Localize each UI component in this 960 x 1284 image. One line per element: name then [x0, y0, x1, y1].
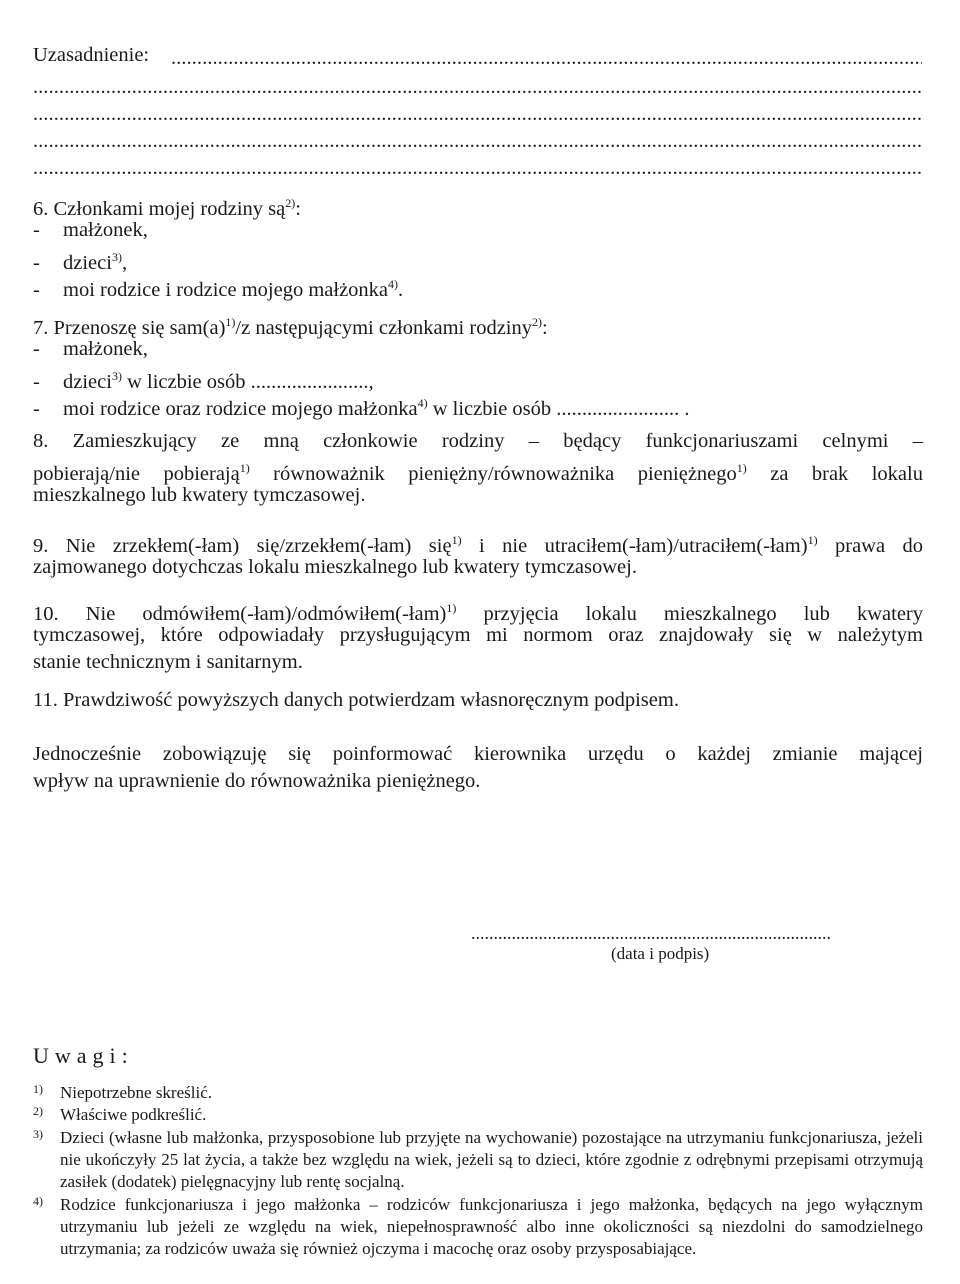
note-2-text: Właściwe podkreślić. — [60, 1105, 207, 1124]
p7-item-1-dash: - — [33, 338, 40, 360]
p7-item-2-text: dzieci — [63, 371, 112, 393]
uzasadnienie-dots[interactable] — [171, 48, 922, 68]
p7-footnote-2: 2) — [532, 315, 542, 329]
p10-footnote-1: 1) — [446, 601, 457, 615]
p6-item-3-footnote: 4) — [388, 277, 399, 291]
p7-title-end: : — [542, 317, 548, 339]
p9-line-1-part-2: i nie utraciłem(-łam)/utraciłem(-łam) — [461, 535, 808, 557]
p7-title-part-1: 7. Przenoszę się sam(a) — [33, 317, 226, 339]
p7-title-part-2: /z następującymi członkami rodziny — [235, 317, 532, 339]
p6-item-2-dash: - — [33, 252, 40, 274]
p7-item-2-footnote: 3) — [111, 369, 122, 383]
p6-item-1 — [33, 218, 148, 242]
p9-line-1-part-3: prawa do — [817, 535, 923, 557]
p7-item-3 — [33, 391, 690, 421]
p6-item-2-footnote: 3) — [111, 250, 122, 264]
p6-title-end: : — [295, 198, 301, 220]
p6-item-3-end: . — [398, 279, 404, 301]
p10-line-3: stanie technicznym i sanitarnym. — [33, 651, 303, 673]
p8-line-2-part-1: pobierają/nie pobierają — [33, 463, 240, 485]
uzasadnienie-dots-line-5[interactable] — [33, 158, 922, 178]
p7-item-3-count-field[interactable]: w liczbie osób ........................ . — [427, 398, 690, 420]
note-1-mark: 1) — [33, 1082, 43, 1096]
p6-title — [33, 191, 301, 221]
p6-item-3-text: moi rodzice i rodzice mojego małżonka — [63, 279, 389, 301]
note-3-text: Dzieci (własne lub małżonka, przysposobione lub przyjęte na wychowanie) pozostające na utrzymaniu funkcjonariusza, jeżeli nie ukończyły 25 lat życia, a także bez względu na wiek, jeżeli są to dzieci, które zgodnie z odrębnymi przepisami otrzymują zasiłek (dodatek) pielęgnacyjny lub rentę socjalną. — [60, 1128, 923, 1191]
note-3 — [33, 1127, 923, 1193]
p6-item-3-dash: - — [33, 279, 40, 301]
uzasadnienie-label: Uzasadnienie: — [33, 44, 150, 66]
p8-line-2 — [33, 456, 923, 486]
uzasadnienie-dots-line-3[interactable] — [33, 104, 922, 124]
p6-item-2-end: , — [121, 252, 128, 274]
note-4 — [33, 1194, 923, 1260]
note-1 — [33, 1082, 923, 1104]
p8-line-2-part-2: równoważnik pieniężny/równoważnika pieniężnego — [249, 463, 737, 485]
signature-field[interactable] — [471, 924, 831, 942]
obligation-line-2: wpływ na uprawnienie do równoważnika pieniężnego. — [33, 770, 481, 792]
signature-label: (data i podpis) — [611, 944, 710, 963]
p7-item-3-footnote: 4) — [417, 396, 428, 410]
p8-footnote-1: 1) — [239, 461, 250, 475]
p8-line-1: 8. Zamieszkujący ze mną członkowie rodziny – będący funkcjonariuszami celnymi – — [33, 430, 923, 452]
uzasadnienie-line — [33, 43, 149, 67]
uzasadnienie-dots-line-4[interactable] — [33, 131, 922, 151]
p8-line-2-part-3: za brak lokalu — [746, 463, 923, 485]
uzasadnienie-dots-line-2[interactable] — [33, 77, 922, 97]
p7-item-1 — [33, 337, 148, 361]
p6-title-footnote: 2) — [285, 196, 296, 210]
p6-item-2 — [33, 245, 127, 275]
note-2-mark: 2) — [33, 1104, 43, 1118]
p8-footnote-2: 1) — [736, 461, 747, 475]
p6-title-text: 6. Członkami mojej rodziny są — [33, 198, 286, 220]
obligation-line-1: Jednocześnie zobowiązuję się poinformować kierownika urzędu o każdej zmianie mającej — [33, 743, 923, 765]
p6-item-3 — [33, 272, 403, 302]
p10-line-1-part-2: przyjęcia lokalu mieszkalnego lub kwatery — [456, 603, 923, 625]
p7-item-3-dash: - — [33, 398, 40, 420]
p6-item-1-dash: - — [33, 219, 40, 241]
p6-item-2-text: dzieci — [63, 252, 112, 274]
p9-line-2: zajmowanego dotychczas lokalu mieszkalnego lub kwatery tymczasowej. — [33, 556, 637, 578]
p7-item-1-text: małżonek, — [63, 338, 148, 360]
p9-line-1 — [33, 528, 923, 558]
p8-line-3: mieszkalnego lub kwatery tymczasowej. — [33, 484, 366, 506]
p10-line-1-part-1: 10. Nie odmówiłem(-łam)/odmówiłem(-łam) — [33, 603, 447, 625]
note-2 — [33, 1104, 923, 1126]
p10-line-1 — [33, 596, 923, 626]
p9-footnote-1: 1) — [451, 533, 462, 547]
note-4-text: Rodzice funkcjonariusza i jego małżonka – rodziców funkcjonariusza i jego małżonka, będących na jego wyłącznym utrzymaniu lub jeżeli ze względu na wiek, niepełnosprawność albo inne okoliczności są niezdolni do samodzielnego utrzymania; za rodziców uważa się również ojczyma i macochę oraz osoby przysposabiające. — [60, 1195, 923, 1258]
note-4-mark: 4) — [33, 1194, 43, 1208]
p7-item-2-count-field[interactable]: w liczbie osób ......................., — [121, 371, 374, 393]
p7-item-3-text: moi rodzice oraz rodzice mojego małżonka — [63, 398, 418, 420]
note-1-text: Niepotrzebne skreślić. — [60, 1083, 212, 1102]
p7-item-2 — [33, 364, 374, 394]
p9-footnote-2: 1) — [807, 533, 818, 547]
p11-text: 11. Prawdziwość powyższych danych potwierdzam własnoręcznym podpisem. — [33, 689, 679, 711]
p7-footnote-1: 1) — [225, 315, 236, 329]
p7-item-2-dash: - — [33, 371, 40, 393]
note-3-mark: 3) — [33, 1127, 43, 1141]
p9-line-1-part-1: 9. Nie zrzekłem(-łam) się/zrzekłem(-łam) się — [33, 535, 452, 557]
p6-item-1-text: małżonek, — [63, 219, 148, 241]
p7-title — [33, 310, 548, 340]
notes-title: Uwagi: — [33, 1043, 134, 1068]
p10-line-2: tymczasowej, które odpowiadały przysługującym mi normom oraz znajdowały się w należytym — [33, 624, 923, 646]
